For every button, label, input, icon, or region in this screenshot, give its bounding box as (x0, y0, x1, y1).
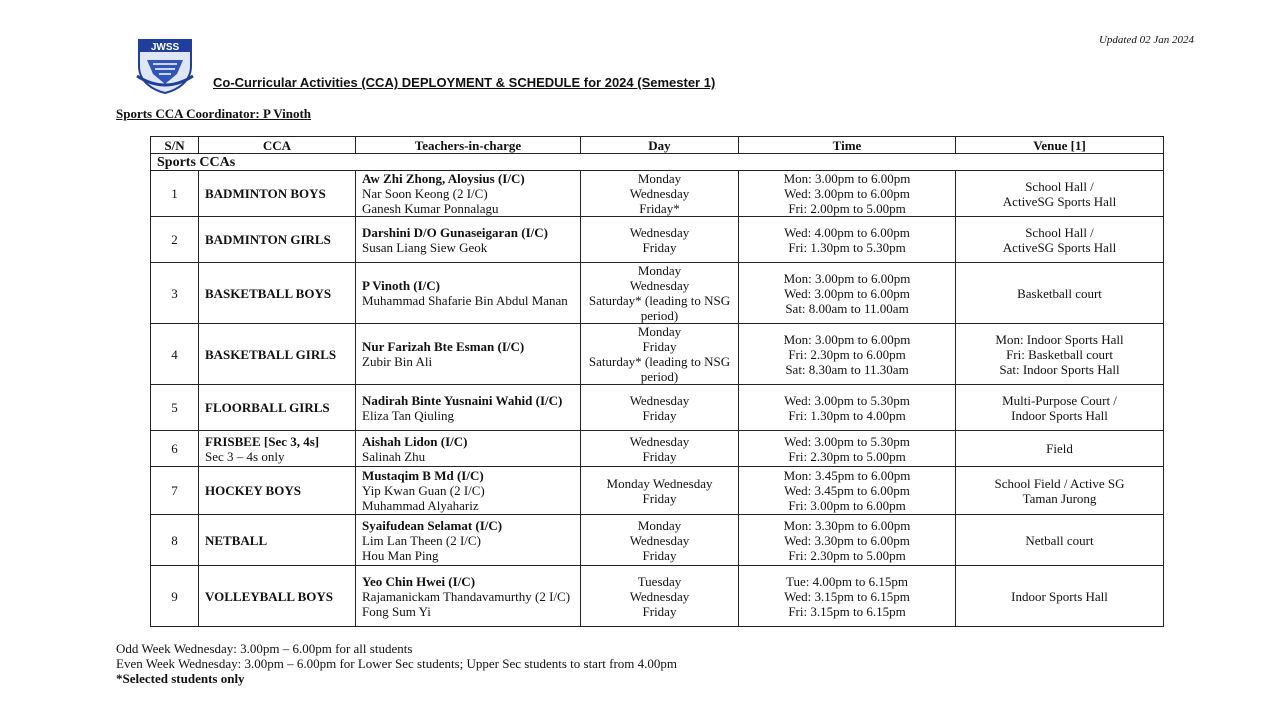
cca-subnote: Sec 3 – 4s only (205, 448, 285, 464)
cell-venue-line: Basketball court (1017, 285, 1102, 301)
cell-time-line: Fri: 3.15pm to 6.15pm (788, 603, 906, 619)
cell-sn: 8 (151, 515, 199, 566)
cell-cca (199, 171, 356, 217)
table-row (151, 171, 1164, 217)
cell-day-line: Saturday* (leading to NSG period) (588, 354, 731, 384)
cell-venue (956, 566, 1164, 627)
cell-time-line: Fri: 1.30pm to 4.00pm (788, 407, 906, 423)
cell-teachers (356, 467, 581, 515)
cell-time-line: Fri: 1.30pm to 5.30pm (788, 239, 906, 255)
school-crest-logo (133, 36, 197, 94)
cell-time (739, 467, 956, 515)
cell-cca (199, 566, 356, 627)
cell-time-line: Mon: 3.00pm to 6.00pm (783, 171, 911, 186)
cell-venue-line: ActiveSG Sports Hall (1002, 193, 1117, 209)
cell-time (739, 515, 956, 566)
cca-name: NETBALL (205, 532, 268, 548)
cell-teachers-line: P Vinoth (I/C) (362, 278, 441, 293)
cell-time (739, 385, 956, 431)
cell-day-line: Monday (637, 263, 682, 278)
cell-venue (956, 324, 1164, 385)
updated-date: Updated 02 Jan 2024 (1098, 34, 1194, 46)
cell-teachers-line: Muhammad Alyahariz (362, 498, 479, 513)
cell-time (739, 217, 956, 263)
cell-time-line: Fri: 2.30pm to 5.00pm (788, 547, 906, 563)
cell-cca (199, 263, 356, 324)
cell-day-line: Wednesday (629, 532, 690, 548)
cell-venue (956, 431, 1164, 467)
table-row (151, 566, 1164, 627)
cell-time-line: Wed: 3.15pm to 6.15pm (784, 588, 910, 604)
cca-name: FLOORBALL GIRLS (205, 400, 330, 415)
cell-teachers (356, 217, 581, 263)
cell-sn: 1 (151, 171, 199, 217)
section-label: Sports CCAs (151, 154, 1164, 171)
cell-sn: 4 (151, 324, 199, 385)
cell-day (581, 217, 739, 263)
cell-time (739, 431, 956, 467)
header-sn: S/N (151, 137, 199, 154)
cell-venue-line: Fri: Basketball court (1006, 346, 1113, 362)
cell-time-line: Wed: 3.00pm to 6.00pm (784, 285, 910, 301)
cell-time-line: Mon: 3.00pm to 6.00pm (783, 270, 911, 286)
cell-teachers-line: Mustaqim B Md (I/C) (362, 468, 484, 483)
cell-teachers (356, 263, 581, 324)
cell-cca (199, 217, 356, 263)
cell-time-line: Wed: 3.30pm to 6.00pm (784, 532, 910, 548)
cell-sn: 2 (151, 217, 199, 263)
cell-teachers (356, 171, 581, 217)
cell-venue-line: Indoor Sports Hall (1011, 407, 1108, 423)
cell-time-line: Fri: 3.00pm to 6.00pm (788, 498, 906, 513)
cell-day (581, 431, 739, 467)
cell-venue-line: Sat: Indoor Sports Hall (999, 361, 1120, 377)
note-even-week: Even Week Wednesday: 3.00pm – 6.00pm for Lower Sec students; Upper Sec students to start from 4.00pm (116, 656, 678, 671)
cell-day-line: Friday (642, 407, 677, 423)
cell-time-line: Fri: 2.00pm to 5.00pm (788, 201, 906, 216)
cell-teachers-line: Zubir Bin Ali (362, 354, 433, 369)
cca-name: HOCKEY BOYS (205, 483, 301, 498)
cell-teachers (356, 431, 581, 467)
cell-day-line: Monday (637, 517, 682, 533)
cell-teachers-line: Eliza Tan Qiuling (362, 407, 454, 423)
cell-day-line: Friday (642, 239, 677, 255)
cell-time-line: Tue: 4.00pm to 6.15pm (786, 573, 908, 589)
cell-venue-line: Mon: Indoor Sports Hall (995, 331, 1124, 347)
cell-teachers-line: Nur Farizah Bte Esman (I/C) (362, 339, 525, 354)
cell-venue-line: Indoor Sports Hall (1011, 588, 1108, 604)
cell-venue (956, 385, 1164, 431)
cell-day-line: Friday (642, 547, 677, 563)
cell-time-line: Mon: 3.45pm to 6.00pm (783, 468, 911, 483)
cell-teachers-line: Fong Sum Yi (362, 603, 431, 619)
table-row (151, 467, 1164, 515)
cell-teachers-line: Syaifudean Selamat (I/C) (362, 517, 503, 533)
logo-text: JWSS (150, 42, 180, 53)
cell-cca (199, 431, 356, 467)
cell-day (581, 171, 739, 217)
table-row (151, 217, 1164, 263)
header-venue: Venue [1] (956, 137, 1164, 154)
cell-venue (956, 171, 1164, 217)
cell-venue (956, 467, 1164, 515)
cell-time-line: Sat: 8.30am to 11.30am (785, 361, 909, 377)
cell-day-line: Friday (642, 603, 677, 619)
table-row (151, 431, 1164, 467)
note-selected: *Selected students only (116, 671, 245, 686)
cell-venue-line: School Field / Active SG (994, 475, 1125, 491)
cell-time (739, 263, 956, 324)
cell-venue-line: Netball court (1025, 532, 1094, 548)
cell-day-line: Wednesday (629, 588, 690, 604)
section-row (151, 154, 1164, 171)
cell-venue-line: School Hall / (1025, 178, 1094, 194)
footnotes (116, 641, 677, 686)
cell-teachers-line: Aw Zhi Zhong, Aloysius (I/C) (362, 171, 525, 186)
cell-venue-line: Multi-Purpose Court / (1002, 392, 1117, 408)
cell-day-line: Friday (642, 448, 677, 464)
cca-name: BASKETBALL BOYS (205, 285, 332, 301)
cell-day-line: Saturday* (leading to NSG period) (588, 293, 731, 323)
cell-venue-line: Taman Jurong (1022, 490, 1097, 506)
cell-day (581, 263, 739, 324)
cca-schedule-table (150, 136, 1164, 627)
cell-teachers-line: Muhammad Shafarie Bin Abdul Manan (362, 293, 568, 308)
cell-sn: 6 (151, 431, 199, 467)
cell-venue (956, 515, 1164, 566)
cell-venue (956, 217, 1164, 263)
header-day: Day (581, 137, 739, 154)
cell-day-line: Wednesday (629, 224, 690, 240)
cell-venue-line: ActiveSG Sports Hall (1002, 239, 1117, 255)
cell-day (581, 385, 739, 431)
cell-day-line: Friday (642, 490, 677, 506)
cca-name: VOLLEYBALL BOYS (205, 588, 333, 604)
cell-teachers-line: Susan Liang Siew Geok (362, 239, 488, 255)
cell-teachers-line: Nar Soon Keong (2 I/C) (362, 186, 488, 201)
cell-day-line: Monday Wednesday (606, 475, 713, 491)
cell-time-line: Mon: 3.00pm to 6.00pm (783, 331, 911, 347)
cell-day-line: Wednesday (629, 278, 690, 293)
header-teachers: Teachers-in-charge (356, 137, 581, 154)
cell-teachers-line: Hou Man Ping (362, 547, 439, 563)
cell-day-line: Wednesday (629, 392, 690, 408)
cca-name: BADMINTON BOYS (205, 186, 326, 201)
cell-time (739, 566, 956, 627)
cell-time-line: Fri: 2.30pm to 5.00pm (788, 448, 906, 464)
cell-cca (199, 515, 356, 566)
cell-cca (199, 467, 356, 515)
cca-name: BADMINTON GIRLS (205, 232, 331, 247)
cell-cca (199, 324, 356, 385)
cell-time-line: Sat: 8.00am to 11.00am (785, 300, 909, 316)
cell-teachers-line: Yeo Chin Hwei (I/C) (362, 573, 476, 589)
cell-time-line: Wed: 3.00pm to 5.30pm (784, 433, 910, 449)
cell-time-line: Wed: 3.00pm to 6.00pm (784, 186, 910, 201)
cell-teachers-line: Aishah Lidon (I/C) (362, 433, 468, 449)
cell-day-line: Wednesday (629, 433, 690, 449)
cell-venue (956, 263, 1164, 324)
table-row (151, 263, 1164, 324)
cell-day-line: Monday (637, 171, 682, 186)
cell-time-line: Wed: 3.00pm to 5.30pm (784, 392, 910, 408)
cell-teachers (356, 515, 581, 566)
cell-teachers-line: Darshini D/O Gunaseigaran (I/C) (362, 224, 548, 240)
cell-day-line: Wednesday (629, 186, 690, 201)
header-cca: CCA (199, 137, 356, 154)
document-title: Co-Curricular Activities (CCA) DEPLOYMENT & SCHEDULE for 2024 (Semester 1) (213, 75, 716, 90)
table-row (151, 385, 1164, 431)
cell-day-line: Tuesday (637, 573, 682, 589)
cell-venue-line: Field (1046, 441, 1073, 456)
coordinator-label: Sports CCA Coordinator: P Vinoth (116, 106, 312, 121)
cell-teachers-line: Yip Kwan Guan (2 I/C) (362, 483, 485, 498)
header-time: Time (739, 137, 956, 154)
cell-time-line: Wed: 3.45pm to 6.00pm (784, 483, 910, 498)
cca-name: FRISBEE [Sec 3, 4s] (205, 433, 320, 449)
cell-sn: 9 (151, 566, 199, 627)
cell-venue-line: School Hall / (1025, 224, 1094, 240)
cell-teachers (356, 385, 581, 431)
cell-time (739, 324, 956, 385)
cell-day-line: Friday* (639, 201, 680, 216)
cell-teachers-line: Ganesh Kumar Ponnalagu (362, 201, 499, 216)
cell-day (581, 566, 739, 627)
cell-teachers (356, 566, 581, 627)
cell-day (581, 324, 739, 385)
cell-day-line: Monday (637, 324, 682, 339)
cell-time-line: Wed: 4.00pm to 6.00pm (784, 224, 910, 240)
note-odd-week: Odd Week Wednesday: 3.00pm – 6.00pm for all students (116, 641, 413, 656)
cell-day-line: Friday (642, 339, 677, 354)
cell-teachers (356, 324, 581, 385)
cell-sn: 5 (151, 385, 199, 431)
cell-cca (199, 385, 356, 431)
table-header-row (151, 137, 1164, 154)
table-row (151, 515, 1164, 566)
table-row (151, 324, 1164, 385)
cell-day (581, 515, 739, 566)
cell-teachers-line: Nadirah Binte Yusnaini Wahid (I/C) (362, 392, 563, 408)
cell-day (581, 467, 739, 515)
cell-time-line: Fri: 2.30pm to 6.00pm (788, 346, 906, 362)
cell-teachers-line: Salinah Zhu (362, 448, 426, 464)
cca-name: BASKETBALL GIRLS (205, 346, 337, 362)
cell-time-line: Mon: 3.30pm to 6.00pm (783, 517, 911, 533)
cell-teachers-line: Lim Lan Theen (2 I/C) (362, 532, 481, 548)
cell-time (739, 171, 956, 217)
cell-teachers-line: Rajamanickam Thandavamurthy (2 I/C) (362, 588, 571, 604)
cell-sn: 3 (151, 263, 199, 324)
cell-sn: 7 (151, 467, 199, 515)
